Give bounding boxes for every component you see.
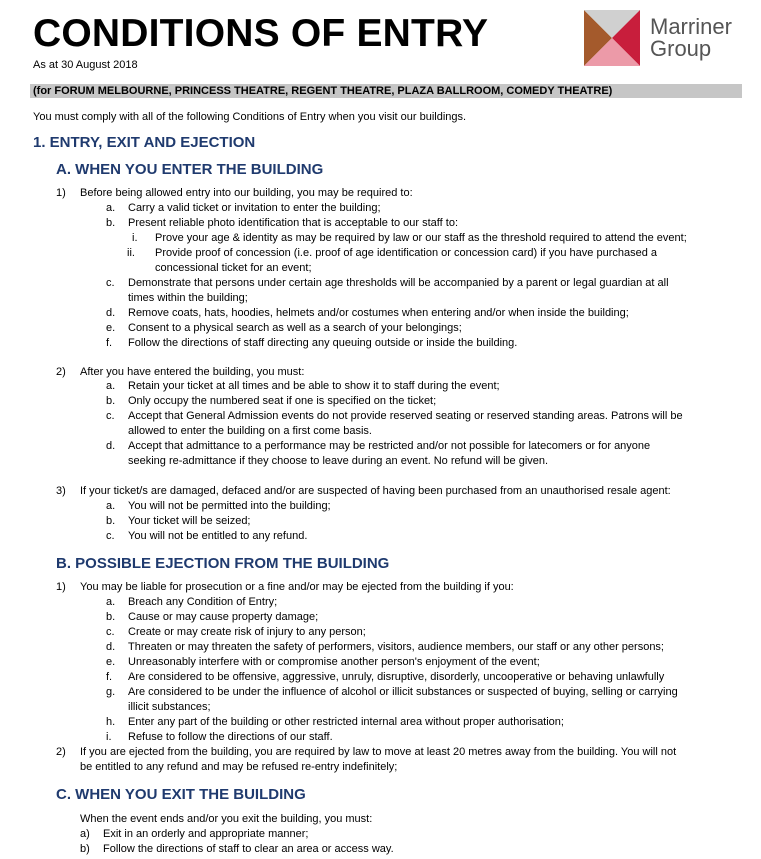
list-marker: ii. xyxy=(127,247,135,259)
list-item-text: Enter any part of the building or other restricted internal area without proper authorisation; xyxy=(128,716,564,728)
logo-line-2: Group xyxy=(650,36,712,61)
list-item-text: Follow the directions of staff to clear an area or access way. xyxy=(103,843,394,855)
list-marker: c. xyxy=(106,626,115,638)
list-item-text: allowed to enter the building on a first come basis. xyxy=(128,425,372,437)
section-1-heading: 1. ENTRY, EXIT AND EJECTION xyxy=(33,134,256,151)
list-item-text: Create or may create risk of injury to any person; xyxy=(128,626,366,638)
list-item-text: When the event ends and/or you exit the building, you must: xyxy=(80,813,373,825)
list-marker: d. xyxy=(106,641,116,653)
list-marker: 1) xyxy=(56,187,66,199)
list-marker: b) xyxy=(80,843,90,855)
list-item-text: Remove coats, hats, hoodies, helmets and/or costumes when entering and/or when inside the building; xyxy=(128,307,629,319)
list-marker: b. xyxy=(106,217,116,229)
list-item-text: Present reliable photo identification that is acceptable to our staff to: xyxy=(128,217,458,229)
list-item-text: If you are ejected from the building, you are required by law to move at least 20 metres away from the building. You will not xyxy=(80,746,677,758)
list-marker: g. xyxy=(106,686,116,698)
list-item-text: Accept that General Admission events do not provide reserved seating or reserved standing areas. Patrons will be xyxy=(128,410,683,422)
list-item-text: Exit in an orderly and appropriate manner; xyxy=(103,828,309,840)
list-item-text: Breach any Condition of Entry; xyxy=(128,596,278,608)
list-item-text: Consent to a physical search as well as a search of your belongings; xyxy=(128,322,462,334)
list-item-text: Follow the directions of staff directing any queuing outside or inside the building. xyxy=(128,337,518,349)
list-item-text: Are considered to be under the influence of alcohol or illicit substances or suspected of buying, selling or carrying xyxy=(128,686,678,698)
list-item-text: be entitled to any refund and may be refused re-entry indefinitely; xyxy=(80,761,398,773)
section-a-heading: A. WHEN YOU ENTER THE BUILDING xyxy=(56,161,324,178)
section-b-heading: B. POSSIBLE EJECTION FROM THE BUILDING xyxy=(56,555,390,572)
list-item-text: Accept that admittance to a performance may be restricted and/or not possible for latecomers or for anyone xyxy=(128,440,651,452)
list-item-text: If your ticket/s are damaged, defaced and/or are suspected of having been purchased from an unauthorised resale agent: xyxy=(80,485,671,497)
list-item-text: You may be liable for prosecution or a fine and/or may be ejected from the building if you: xyxy=(80,581,514,593)
list-marker: i. xyxy=(106,731,112,743)
marriner-group-logo xyxy=(584,10,754,66)
list-item-text: Unreasonably interfere with or compromise another person's enjoyment of the event; xyxy=(128,656,540,668)
list-item-text: seeking re-admittance if they choose to leave during an event. No refund will be given. xyxy=(128,455,549,467)
list-marker: a. xyxy=(106,596,116,608)
list-marker: 2) xyxy=(56,366,66,378)
list-item-text: Cause or may cause property damage; xyxy=(128,611,319,623)
list-marker: i. xyxy=(132,232,138,244)
date-line: As at 30 August 2018 xyxy=(33,59,138,71)
list-marker: 1) xyxy=(56,581,66,593)
logo-line-1: Marriner xyxy=(650,14,732,39)
list-marker: b. xyxy=(106,515,116,527)
list-item-text: illicit substances; xyxy=(128,701,211,713)
list-item-text: times within the building; xyxy=(128,292,248,304)
list-item-text: Carry a valid ticket or invitation to enter the building; xyxy=(128,202,381,214)
list-marker: c. xyxy=(106,410,115,422)
logo-mark-icon xyxy=(584,10,644,66)
list-marker: a) xyxy=(80,828,90,840)
list-item-text: Prove your age & identity as may be required by law or our staff as the threshold required to attend the event; xyxy=(155,232,687,244)
list-item-text: concessional ticket for an event; xyxy=(155,262,312,274)
list-item-text: Retain your ticket at all times and be able to show it to staff during the event; xyxy=(128,380,500,392)
list-marker: f. xyxy=(106,337,113,349)
list-item-text: After you have entered the building, you must: xyxy=(80,366,305,378)
list-marker: b. xyxy=(106,611,116,623)
list-marker: a. xyxy=(106,380,116,392)
list-item-text: You will not be entitled to any refund. xyxy=(128,530,308,542)
list-item-text: Demonstrate that persons under certain age thresholds will be accompanied by a parent or legal guardian at all xyxy=(128,277,669,289)
list-marker: d. xyxy=(106,307,116,319)
list-item-text: Your ticket will be seized; xyxy=(128,515,251,527)
list-marker: d. xyxy=(106,440,116,452)
section-c-heading: C. WHEN YOU EXIT THE BUILDING xyxy=(56,786,306,803)
list-marker: c. xyxy=(106,530,115,542)
list-item-text: Only occupy the numbered seat if one is specified on the ticket; xyxy=(128,395,437,407)
list-item-text: Provide proof of concession (i.e. proof of age identification or concession card) if you have purchased a xyxy=(155,247,658,259)
list-marker: a. xyxy=(106,500,116,512)
list-item-text: Threaten or may threaten the safety of performers, visitors, audience members, our staff or any other persons; xyxy=(128,641,664,653)
list-marker: e. xyxy=(106,322,116,334)
list-marker: c. xyxy=(106,277,115,289)
list-item-text: Before being allowed entry into our building, you may be required to: xyxy=(80,187,413,199)
list-marker: h. xyxy=(106,716,116,728)
list-item-text: Are considered to be offensive, aggressive, unruly, disruptive, disorderly, uncooperative or behaving unlawfully xyxy=(128,671,665,683)
list-marker: 3) xyxy=(56,485,66,497)
list-item-text: You will not be permitted into the building; xyxy=(128,500,331,512)
list-marker: 2) xyxy=(56,746,66,758)
list-marker: f. xyxy=(106,671,113,683)
list-item-text: Refuse to follow the directions of our staff. xyxy=(128,731,333,743)
intro-text: You must comply with all of the following Conditions of Entry when you visit our buildings. xyxy=(33,111,467,123)
list-marker: b. xyxy=(106,395,116,407)
list-marker: e. xyxy=(106,656,116,668)
list-marker: a. xyxy=(106,202,116,214)
document-title: CONDITIONS OF ENTRY xyxy=(33,12,489,55)
venues-banner: (for FORUM MELBOURNE, PRINCESS THEATRE, REGENT THEATRE, PLAZA BALLROOM, COMEDY THEATRE) xyxy=(30,84,742,98)
